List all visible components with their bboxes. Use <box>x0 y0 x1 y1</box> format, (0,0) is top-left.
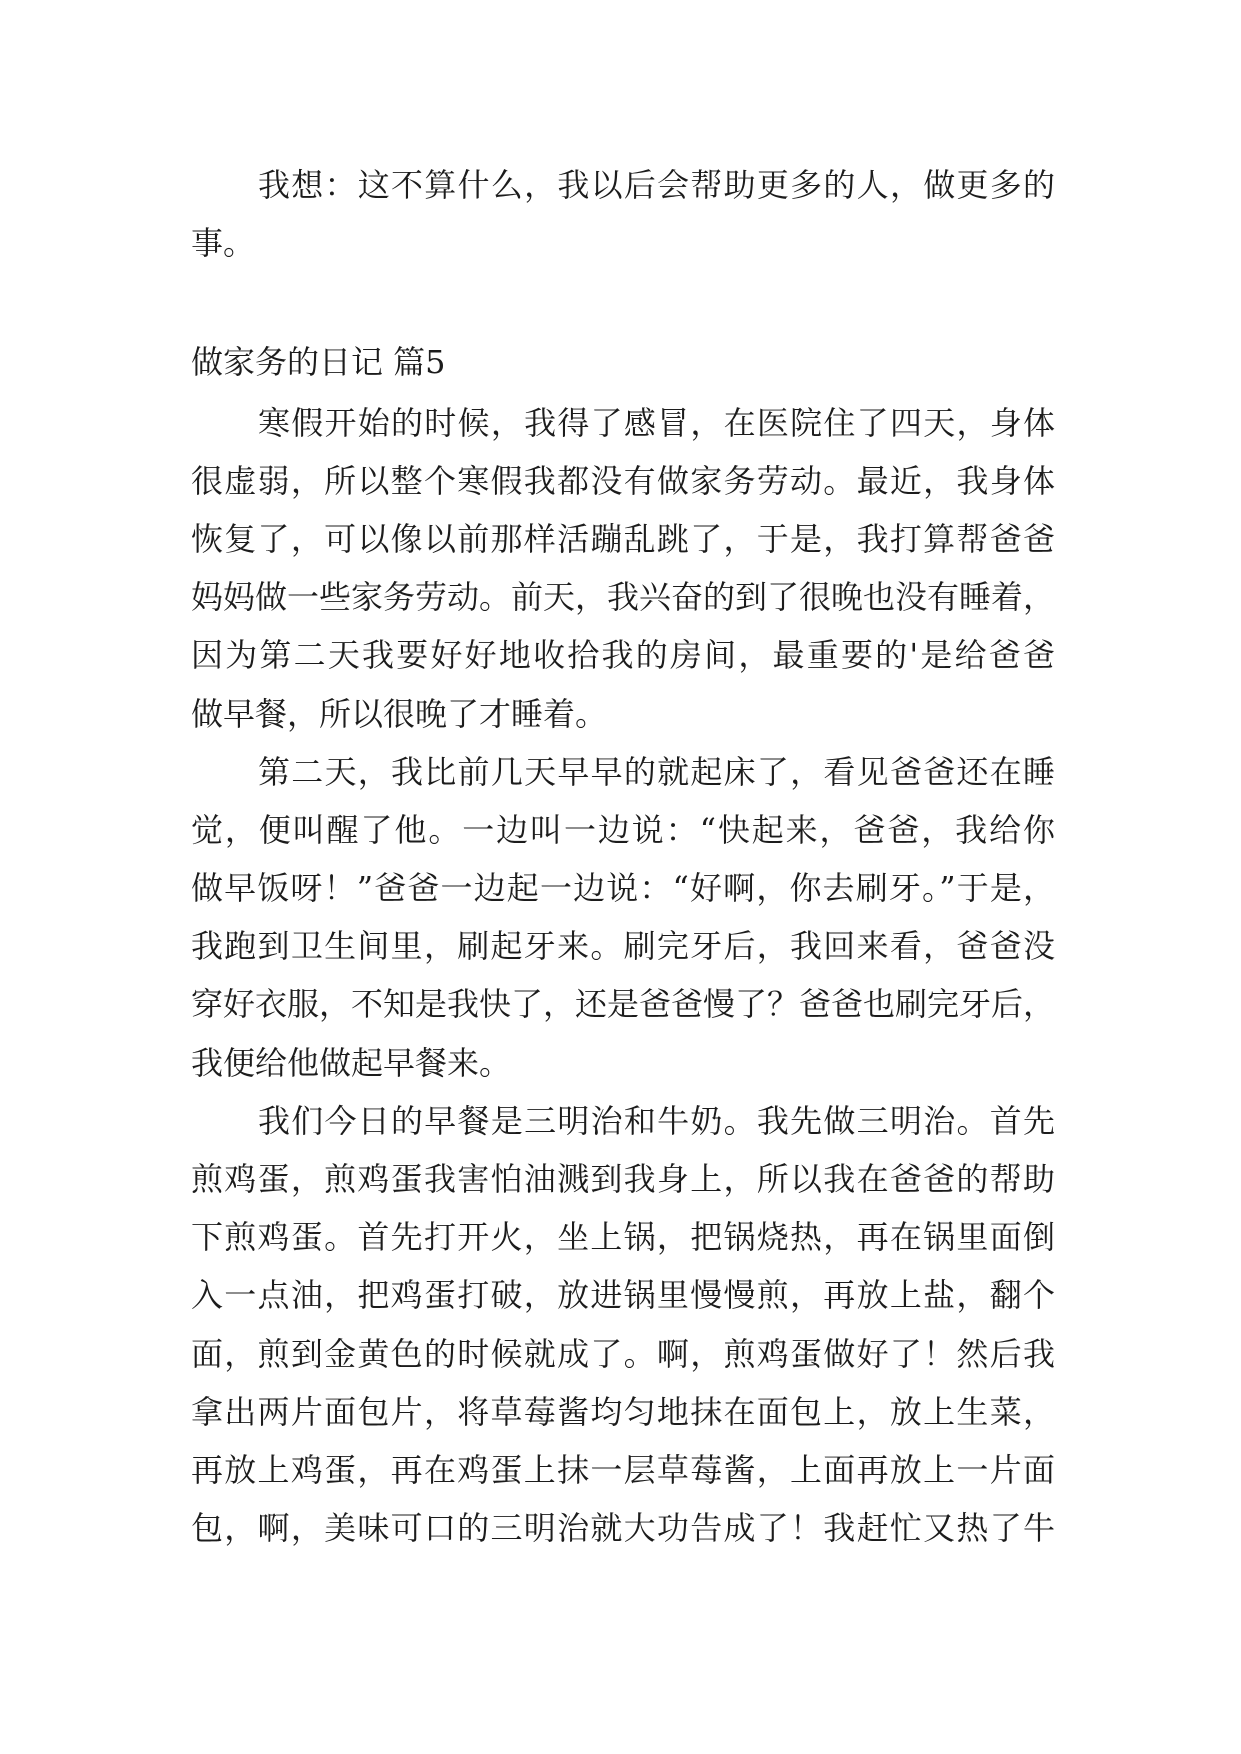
text-line: 我跑到卫生间里，刷起牙来。刷完牙后，我回来看，爸爸没 <box>191 927 1055 966</box>
paragraph <box>191 156 1055 272</box>
paragraph <box>191 743 1055 1092</box>
text-line: 做早餐，所以很晚了才睡着。 <box>191 694 608 733</box>
text-line: 拿出两片面包片，将草莓酱均匀地抹在面包上，放上生菜， <box>191 1392 1055 1431</box>
text-line: 恢复了，可以像以前那样活蹦乱跳了，于是，我打算帮爸爸 <box>191 519 1055 558</box>
text-line: 我想：这不算什么，我以后会帮助更多的人，做更多的 <box>258 166 1055 204</box>
text-line: 因为第二天我要好好地收拾我的房间，最重要的'是给爸爸 <box>191 636 1055 675</box>
text-line: 再放上鸡蛋，再在鸡蛋上抹一层草莓酱，上面再放上一片面 <box>191 1450 1055 1489</box>
document-body <box>191 156 1055 1557</box>
text-line: 觉，便叫醒了他。一边叫一边说：“快起来，爸爸，我给你 <box>191 810 1055 849</box>
text-line: 做早饭呀！”爸爸一边起一边说：“好啊，你去刷牙。”于是， <box>191 869 1055 908</box>
text-line: 第二天，我比前几天早早的就起床了，看见爸爸还在睡 <box>258 752 1055 791</box>
text-line: 寒假开始的时候，我得了感冒，在医院住了四天，身体 <box>258 403 1055 442</box>
text-line: 事。 <box>191 224 256 263</box>
text-line: 很虚弱，所以整个寒假我都没有做家务劳动。最近，我身体 <box>191 461 1055 500</box>
text-line: 我便给他做起早餐来。 <box>191 1043 512 1082</box>
text-line: 入一点油，把鸡蛋打破，放进锅里慢慢煎，再放上盐，翻个 <box>191 1276 1055 1315</box>
paragraph <box>191 1092 1055 1558</box>
text-line: 穿好衣服，不知是我快了，还是爸爸慢了？爸爸也刷完牙后， <box>191 985 1056 1024</box>
text-line: 下煎鸡蛋。首先打开火，坐上锅，把锅烧热，再在锅里面倒 <box>191 1218 1055 1257</box>
text-line: 妈妈做一些家务劳动。前天，我兴奋的到了很晚也没有睡着， <box>191 578 1056 617</box>
text-line: 包，啊，美味可口的三明治就大功告成了！我赶忙又热了牛 <box>191 1509 1055 1548</box>
text-line: 煎鸡蛋，煎鸡蛋我害怕油溅到我身上，所以我在爸爸的帮助 <box>191 1160 1055 1198</box>
section-heading: 做家务的日记 篇5 <box>191 343 446 382</box>
text-line: 我们今日的早餐是三明治和牛奶。我先做三明治。首先 <box>258 1101 1055 1140</box>
text-line: 面，煎到金黄色的时候就成了。啊，煎鸡蛋做好了！然后我 <box>191 1334 1055 1373</box>
paragraph <box>191 394 1055 743</box>
